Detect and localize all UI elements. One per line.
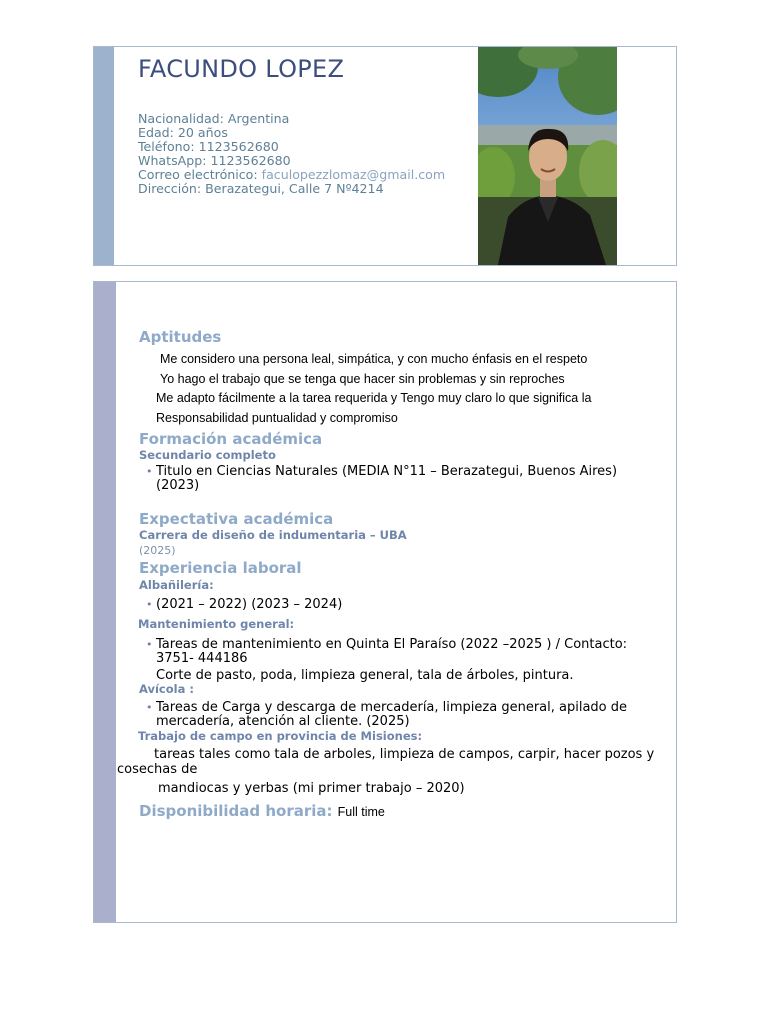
expectativa-heading: Expectativa académica [139,510,334,528]
aptitude-item: Responsabilidad puntualidad y compromiso [156,411,398,425]
disponibilidad-heading: Disponibilidad horaria: [139,802,333,820]
mantenimiento-title: Mantenimiento general: [138,617,295,631]
albanileria-title: Albañilería: [139,578,214,592]
body-accent-bar [94,282,116,922]
mantenimiento-line1: Tareas de mantenimiento en Quinta El Paraíso (2022 –2025 ) / Contacto: [156,637,628,652]
aptitudes-heading: Aptitudes [139,328,222,346]
candidate-name: FACUNDO LOPEZ [138,55,345,83]
email-line [138,167,445,182]
avicola-title: Avícola : [139,682,194,696]
albanileria-dates: (2021 – 2022) (2023 – 2024) [156,597,343,612]
profile-photo [478,47,617,265]
address: Dirección: Berazategui, Calle 7 Nº4214 [138,181,384,196]
header-card [93,46,677,266]
aptitude-item: Me adapto fácilmente a la tarea requerida y Tengo muy claro lo que significa la [156,391,592,405]
campo-line1: tareas tales como tala de arboles, limpieza de campos, carpir, hacer pozos y [154,747,655,762]
whatsapp: WhatsApp: 1123562680 [138,153,291,168]
nationality: Nacionalidad: Argentina [138,111,290,126]
campo-line2: cosechas de [117,762,198,777]
experiencia-heading: Experiencia laboral [139,559,302,577]
disponibilidad-line [139,801,385,820]
avicola-line2: mercadería, atención al cliente. (2025) [156,714,410,729]
avicola-line1: Tareas de Carga y descarga de mercadería, limpieza general, apilado de [156,700,628,715]
expectativa-sub: Carrera de diseño de indumentaria – UBA [139,528,407,542]
formacion-sub: Secundario completo [139,448,276,462]
age: Edad: 20 años [138,125,228,140]
header-accent-bar [94,47,114,265]
formacion-line2: (2023) [156,478,200,493]
email-link[interactable]: faculopezzlomaz@gmail.com [261,167,446,182]
formacion-heading: Formación académica [139,430,323,448]
bullet-icon: • [146,465,153,478]
email-label: Correo electrónico: [138,167,262,182]
bullet-icon: • [146,598,153,611]
disponibilidad-value: Full time [337,805,385,819]
mantenimiento-line2: 3751- 444186 [156,651,248,666]
mantenimiento-line3: Corte de pasto, poda, limpieza general, tala de árboles, pintura. [156,668,574,683]
campo-title: Trabajo de campo en provincia de Misiones: [138,729,423,743]
phone: Teléfono: 1123562680 [138,139,279,154]
aptitude-item: Yo hago el trabajo que se tenga que hacer sin problemas y sin reproches [160,372,565,386]
campo-line3: mandiocas y yerbas (mi primer trabajo – 2020) [158,781,465,796]
expectativa-year: (2025) [139,544,176,557]
aptitude-item: Me considero una persona leal, simpática, y con mucho énfasis en el respeto [160,352,588,366]
bullet-icon: • [146,638,153,651]
body-card [93,281,677,923]
bullet-icon: • [146,701,153,714]
formacion-line1: Titulo en Ciencias Naturales (MEDIA N°11 – Berazategui, Buenos Aires) [156,464,618,479]
